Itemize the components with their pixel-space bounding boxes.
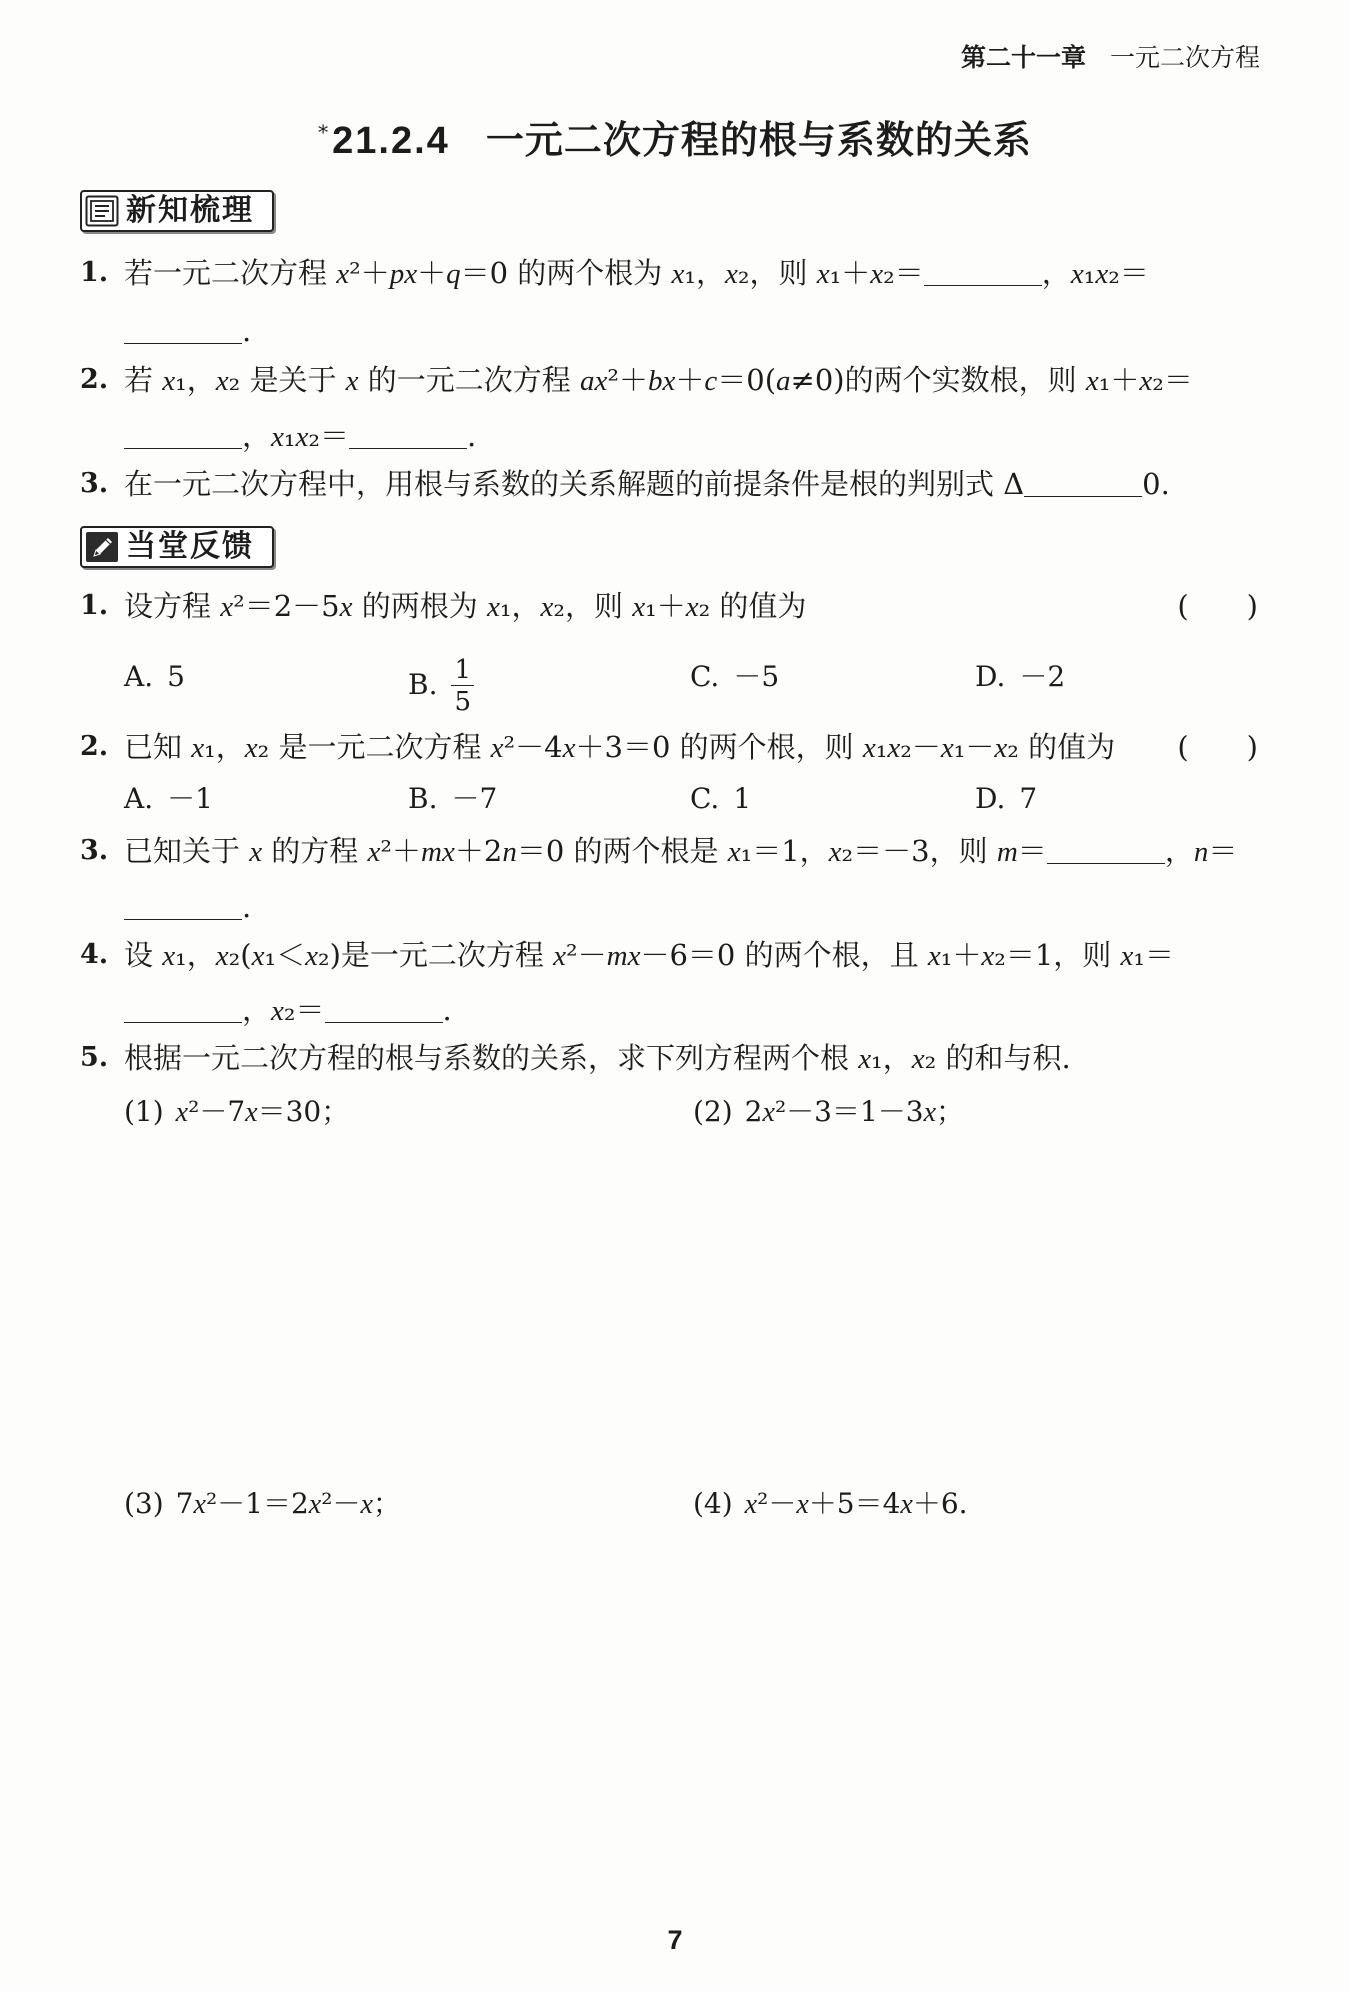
option-label: A. <box>124 660 154 693</box>
answer-bracket: ( ) <box>1177 589 1258 623</box>
option-value: －2 <box>1019 660 1066 693</box>
option-b <box>408 655 474 717</box>
knowledge-item-2-line-1 <box>124 360 1260 400</box>
option-label: D. <box>975 660 1006 693</box>
option-label: A. <box>124 782 154 815</box>
option-a <box>124 779 213 819</box>
question-text: 已知关于 x 的方程 x²＋mx＋2n＝0 的两个根是 x₁＝1，x₂＝－3，则 m＝ <box>124 834 1047 868</box>
question-4-line-1 <box>124 935 1260 975</box>
fraction-denominator: 5 <box>454 687 472 717</box>
question-number: 3. <box>80 835 109 866</box>
knowledge-item-1-line-2 <box>124 311 1260 351</box>
lesson-title-text: 一元二次方程的根与系数的关系 <box>485 117 1032 162</box>
sub-question-label: (1) <box>124 1095 164 1128</box>
option-d <box>975 657 1065 697</box>
item-text: . <box>467 419 477 453</box>
option-label: B. <box>408 782 438 815</box>
section-label: 新知梳理 <box>126 193 254 228</box>
option-value: －7 <box>451 782 498 815</box>
answer-bracket: ( ) <box>1177 730 1258 764</box>
option-c <box>690 657 779 697</box>
sub-question-4 <box>693 1484 968 1524</box>
section-header-class-feedback <box>80 526 274 568</box>
chapter-number: 第二十一章 <box>960 43 1086 72</box>
question-3-line-1 <box>124 831 1260 871</box>
option-d <box>975 779 1037 819</box>
question-number: 2. <box>80 731 109 762</box>
item-number: 3. <box>80 468 109 499</box>
pencil-icon <box>85 531 119 563</box>
answer-blank <box>1047 837 1165 864</box>
sub-question-3 <box>124 1484 401 1524</box>
option-value: 7 <box>1019 782 1038 815</box>
option-label: B. <box>408 667 438 701</box>
question-5-stem <box>124 1038 1260 1078</box>
option-label: C. <box>690 660 720 693</box>
option-value: 5 <box>167 660 185 693</box>
fraction-numerator: 1 <box>451 657 474 686</box>
option-a <box>124 657 185 697</box>
item-text: ，x₁x₂＝ <box>1041 256 1149 290</box>
answer-blank <box>924 259 1042 286</box>
option-b <box>408 779 497 819</box>
option-label: C. <box>690 782 720 815</box>
question-text: . <box>242 890 252 924</box>
knowledge-item-1-line-1 <box>124 253 1260 293</box>
answer-blank <box>1024 470 1142 497</box>
question-text: 设方程 x²＝2－5x 的两根为 x₁，x₂，则 x₁＋x₂ 的值为 <box>124 589 807 623</box>
book-icon <box>85 195 119 227</box>
option-value: 1 <box>733 782 752 815</box>
optional-mark: * <box>318 120 329 144</box>
sub-question-2 <box>693 1092 964 1132</box>
sub-question-label: (4) <box>693 1487 733 1520</box>
question-text: 设 x₁，x₂(x₁＜x₂)是一元二次方程 x²－mx－6＝0 的两个根，且 x₁＋x₂＝1，则 x₁＝ <box>124 938 1175 972</box>
item-text: 若一元二次方程 x²＋px＋q＝0 的两个根为 x₁，x₂，则 x₁＋x₂＝ <box>124 256 924 290</box>
item-text: 0. <box>1142 467 1170 501</box>
lesson-title <box>0 106 1350 167</box>
question-2-stem <box>124 727 1260 767</box>
question-3-line-2 <box>124 887 1260 927</box>
question-1-stem <box>124 586 1260 626</box>
item-text: . <box>242 314 252 348</box>
knowledge-item-2-line-2 <box>124 416 1260 456</box>
item-text: ，x₁x₂＝ <box>242 419 350 453</box>
equation: x²－7x＝30； <box>175 1095 350 1128</box>
fraction <box>451 657 474 715</box>
page-number: 7 <box>667 1925 683 1955</box>
question-text: ，n＝ <box>1164 834 1238 868</box>
question-text: ，x₂＝ <box>242 993 325 1027</box>
question-4-line-2 <box>124 990 1260 1030</box>
item-number: 2. <box>80 364 109 395</box>
chapter-title: 一元二次方程 <box>1109 43 1260 72</box>
answer-blank <box>349 422 467 449</box>
question-number: 1. <box>80 590 109 621</box>
lesson-number: 21.2.4 <box>332 120 450 162</box>
sub-question-label: (2) <box>693 1095 733 1128</box>
item-number: 1. <box>80 257 109 288</box>
section-label: 当堂反馈 <box>126 529 254 564</box>
option-value: －1 <box>167 782 213 815</box>
sub-question-1 <box>124 1092 349 1132</box>
answer-blank <box>124 422 242 449</box>
knowledge-item-3 <box>124 464 1260 504</box>
answer-blank <box>124 893 242 920</box>
running-header <box>961 40 1260 76</box>
question-text: 已知 x₁，x₂ 是一元二次方程 x²－4x＋3＝0 的两个根，则 x₁x₂－x₁－x₂ 的值为 <box>124 730 1116 764</box>
question-text: 根据一元二次方程的根与系数的关系，求下列方程两个根 x₁，x₂ 的和与积. <box>124 1041 1071 1075</box>
option-label: D. <box>975 782 1006 815</box>
answer-blank <box>124 996 242 1023</box>
question-number: 4. <box>80 939 109 970</box>
option-value: －5 <box>733 660 780 693</box>
question-text: . <box>442 993 452 1027</box>
answer-blank <box>325 996 443 1023</box>
item-text: 若 x₁，x₂ 是关于 x 的一元二次方程 ax²＋bx＋c＝0(a≠0)的两个实数根，则 x₁＋x₂＝ <box>124 363 1193 397</box>
equation: x²－x＋5＝4x＋6. <box>744 1487 968 1520</box>
item-text: 在一元二次方程中，用根与系数的关系解题的前提条件是根的判别式 Δ <box>124 467 1025 501</box>
question-number: 5. <box>80 1042 109 1073</box>
equation: 2x²－3＝1－3x； <box>744 1095 965 1128</box>
sub-question-label: (3) <box>124 1487 164 1520</box>
section-header-new-knowledge <box>80 190 274 232</box>
equation: 7x²－1＝2x²－x； <box>175 1487 401 1520</box>
answer-blank <box>124 317 242 344</box>
option-c <box>690 779 751 819</box>
